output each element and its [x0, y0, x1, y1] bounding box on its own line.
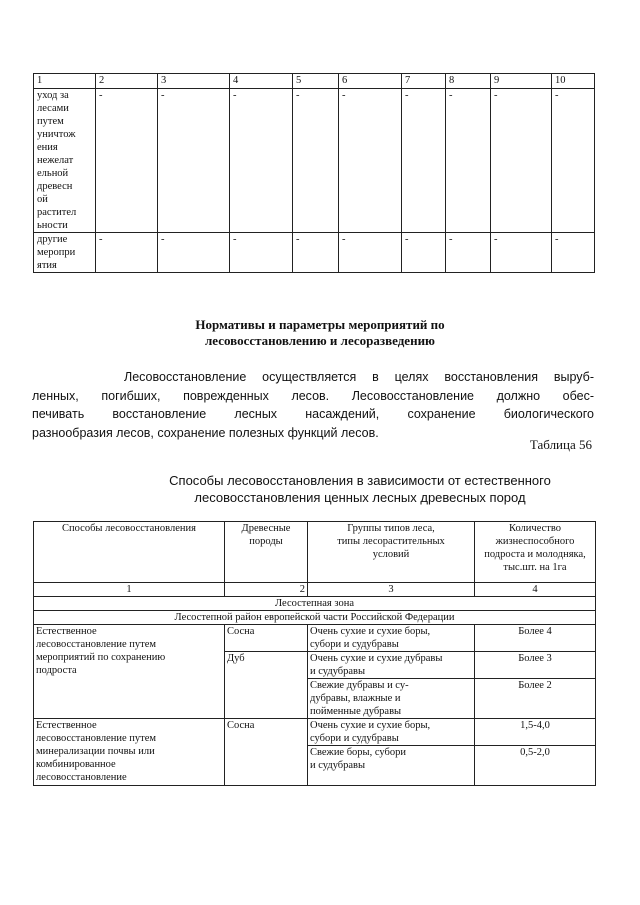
header-cell: 4	[230, 74, 293, 89]
top-table-header-row	[34, 74, 595, 89]
header-cell: 9	[491, 74, 552, 89]
header-cell: 1	[34, 74, 96, 89]
table-cell: -	[293, 89, 339, 233]
header-cell: Древесные породы	[225, 522, 308, 583]
table-cell: -	[158, 89, 230, 233]
table-caption	[0, 472, 640, 506]
header-cell: 2	[96, 74, 158, 89]
top-table	[33, 73, 595, 273]
header-cell: 6	[339, 74, 402, 89]
method-cell: Естественное лесовосстановление путем мероприятий по сохранению подроста	[34, 625, 225, 719]
table-cell: -	[230, 233, 293, 273]
species-cell: Дуб	[225, 652, 308, 719]
column-number: 4	[475, 583, 596, 597]
caption-line: Способы лесовосстановления в зависимости от естественного	[169, 473, 551, 488]
row-label: другие меропри ятия	[34, 233, 96, 273]
table-cell: -	[491, 233, 552, 273]
conditions-cell: Очень сухие и сухие боры, субори и судубравы	[308, 625, 475, 652]
table-cell: -	[491, 89, 552, 233]
section-heading-line: Нормативы и параметры мероприятий по	[195, 317, 445, 332]
conditions-cell: Свежие боры, субори и судубравы	[308, 746, 475, 786]
paragraph-line: Лесовосстановление осуществляется в целях восстановления выруб-	[124, 370, 594, 384]
body-paragraph	[32, 368, 594, 442]
section-heading-line: лесовосстановлению и лесоразведению	[205, 333, 435, 348]
column-number: 1	[34, 583, 225, 597]
paragraph-line: печивать восстановление лесных насаждений, сохранение биологического	[32, 407, 594, 421]
caption-line: лесовосстановления ценных лесных древесных пород	[194, 490, 526, 505]
zone-title: Лесостепная зона	[34, 597, 596, 611]
table-cell: -	[96, 89, 158, 233]
header-cell: 8	[446, 74, 491, 89]
amount-cell: 0,5-2,0	[475, 746, 596, 786]
table-cell: -	[402, 89, 446, 233]
header-row	[34, 522, 596, 583]
row-label: уход за лесами путем уничтож ения нежелат ельной древесн ой растител ьности	[34, 89, 96, 233]
column-number-row	[34, 583, 596, 597]
table-row	[34, 625, 596, 652]
table-cell: -	[446, 233, 491, 273]
table-cell: -	[230, 89, 293, 233]
table-cell: -	[339, 233, 402, 273]
species-cell: Сосна	[225, 719, 308, 786]
conditions-cell: Очень сухие и сухие боры, субори и судубравы	[308, 719, 475, 746]
zone-row	[34, 597, 596, 611]
amount-cell: Более 2	[475, 679, 596, 719]
table-row	[34, 233, 595, 273]
header-cell: Количество жизнеспособного подроста и молодняка, тыс.шт. на 1га	[475, 522, 596, 583]
table-cell: -	[552, 233, 595, 273]
paragraph-line: разнообразия лесов, сохранение полезных функций лесов.	[32, 425, 379, 440]
amount-cell: 1,5-4,0	[475, 719, 596, 746]
header-cell: 7	[402, 74, 446, 89]
table-number-label: Таблица 56	[529, 437, 592, 452]
header-cell: 3	[158, 74, 230, 89]
method-cell: Естественное лесовосстановление путем минерализации почвы или комбинированное лесовосстановление	[34, 719, 225, 786]
table-cell: -	[339, 89, 402, 233]
table-cell: -	[552, 89, 595, 233]
conditions-cell: Очень сухие и сухие дубравы и судубравы	[308, 652, 475, 679]
header-cell: Группы типов леса, типы лесорастительных условий	[308, 522, 475, 583]
table-cell: -	[158, 233, 230, 273]
table-row	[34, 89, 595, 233]
region-row	[34, 611, 596, 625]
amount-cell: Более 3	[475, 652, 596, 679]
header-cell: Способы лесовосстановления	[34, 522, 225, 583]
species-cell: Сосна	[225, 625, 308, 652]
column-number: 2	[225, 583, 308, 597]
header-cell: 5	[293, 74, 339, 89]
table-row	[34, 719, 596, 746]
section-heading	[0, 317, 640, 349]
table-cell: -	[96, 233, 158, 273]
conditions-cell: Свежие дубравы и су- дубравы, влажные и пойменные дубравы	[308, 679, 475, 719]
region-title: Лесостепной район европейской части Российской Федерации	[34, 611, 596, 625]
amount-cell: Более 4	[475, 625, 596, 652]
table-cell: -	[402, 233, 446, 273]
header-cell: 10	[552, 74, 595, 89]
paragraph-line: ленных, погибших, поврежденных лесов. Лесовосстановление должно обес-	[32, 388, 594, 403]
column-number: 3	[308, 583, 475, 597]
table-cell: -	[446, 89, 491, 233]
main-table	[33, 521, 596, 786]
table-cell: -	[293, 233, 339, 273]
